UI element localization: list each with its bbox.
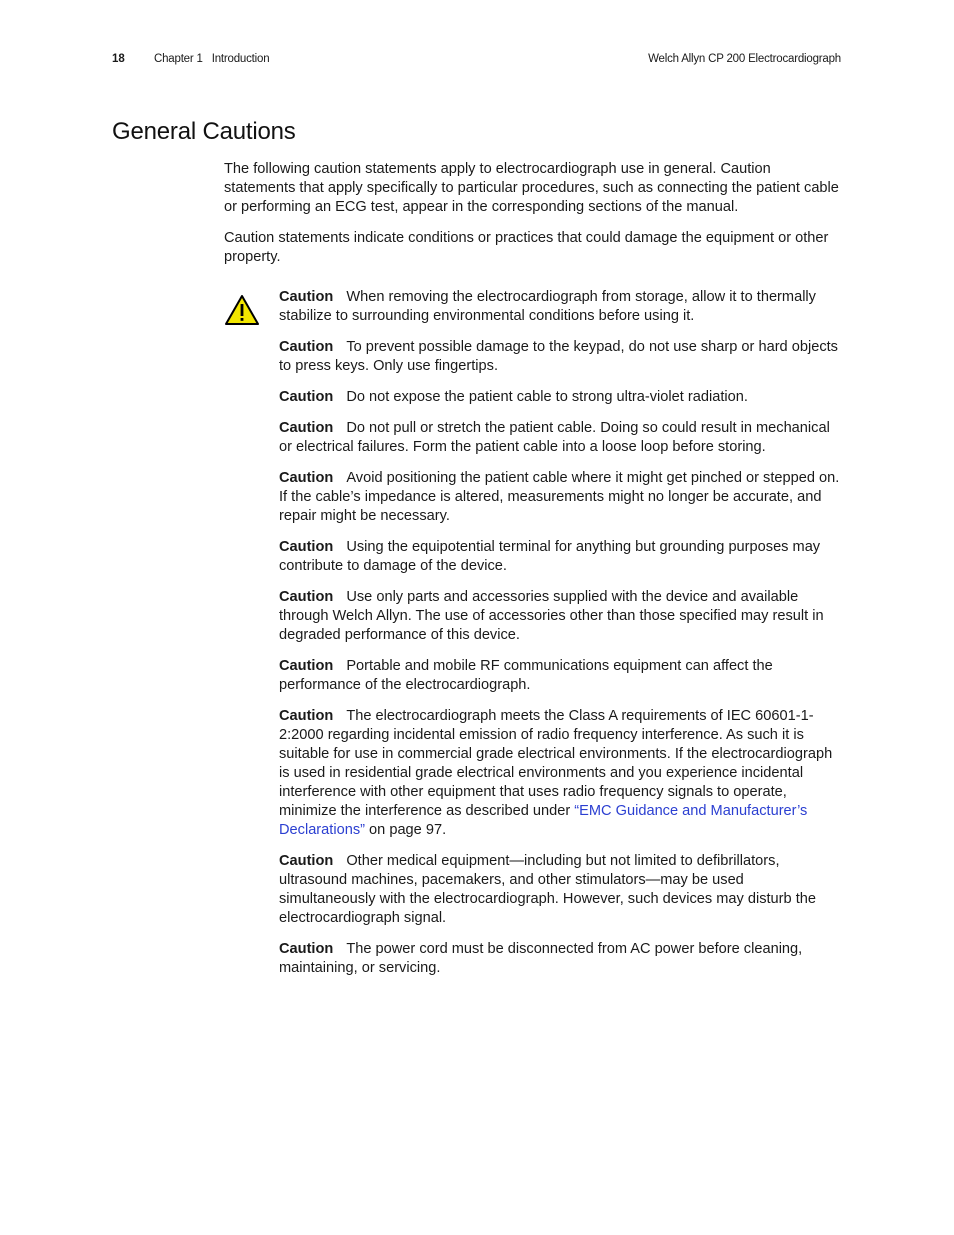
caution-item <box>279 469 841 526</box>
caution-label: Caution <box>279 389 334 405</box>
caution-item <box>279 940 841 978</box>
caution-item <box>279 388 841 407</box>
caution-text: Do not pull or stretch the patient cable. Doing so could result in mechanical or electrical failures. Form the patient cable into a loose loop before storing. <box>279 420 830 455</box>
chapter-title: Introduction <box>211 53 270 65</box>
intro-paragraph-1: The following caution statements apply to electrocardiograph use in general. Caution statements that apply specifically to particular procedures, such as connecting the patient cable or performing an ECG test, appear in the corresponding sections of the manual. <box>224 161 839 215</box>
caution-label: Caution <box>279 539 334 555</box>
caution-label: Caution <box>279 853 334 869</box>
caution-label: Caution <box>279 589 334 605</box>
chapter-label: Chapter 1 <box>154 53 203 65</box>
caution-item <box>279 338 841 376</box>
caution-text: The power cord must be disconnected from AC power before cleaning, maintaining, or servicing. <box>279 941 803 976</box>
caution-text: Do not expose the patient cable to strong ultra-violet radiation. <box>346 389 748 405</box>
caution-label: Caution <box>279 289 334 305</box>
caution-label: Caution <box>279 941 334 957</box>
caution-text: The electrocardiograph meets the Class A requirements of IEC 60601-1-2:2000 regarding incidental emission of radio frequency interference. As such it is suitable for use in commercial grade electrical environments. If the electrocardiograph is used in residential grade electrical environments and you experience incidental interference with other equipment that uses radio frequency signals to operate, minimize the interference as described under <box>279 708 833 819</box>
section-title: General Cautions <box>112 118 296 145</box>
warning-triangle-icon <box>224 294 260 326</box>
caution-text: Avoid positioning the patient cable where it might get pinched or stepped on. If the cable’s impedance is altered, measurements might no longer be accurate, and repair might be necessary. <box>279 470 840 524</box>
caution-item <box>279 538 841 576</box>
caution-item <box>279 707 841 840</box>
caution-list <box>279 288 841 990</box>
caution-text: To prevent possible damage to the keypad, do not use sharp or hard objects to press keys. Only use fingertips. <box>279 339 838 374</box>
caution-text: Other medical equipment—including but not limited to defibrillators, ultrasound machines, pacemakers, and other stimulators—may be used simultaneously with the electrocardiograph. However, such devices may disturb the electrocardiograph signal. <box>279 853 816 926</box>
caution-text: When removing the electrocardiograph from storage, allow it to thermally stabilize to surrounding environmental conditions before using it. <box>279 289 816 324</box>
emc-declarations-link[interactable]: “EMC Guidance and Manufacturer’s Declarations” <box>279 803 808 838</box>
caution-item <box>279 419 841 457</box>
caution-item <box>279 852 841 928</box>
caution-text: Use only parts and accessories supplied with the device and available through Welch Allyn. The use of accessories other than those specified may result in degraded performance of this device. <box>279 589 824 643</box>
caution-label: Caution <box>279 339 334 355</box>
caution-label: Caution <box>279 470 334 486</box>
caution-text-after-link: on page 97. <box>364 822 447 838</box>
caution-label: Caution <box>279 708 334 724</box>
caution-label: Caution <box>279 420 334 436</box>
caution-text: Portable and mobile RF communications equipment can affect the performance of the electrocardiograph. <box>279 658 773 693</box>
caution-label: Caution <box>279 658 334 674</box>
caution-item <box>279 657 841 695</box>
page-number: 18 <box>112 53 125 65</box>
document-title: Welch Allyn CP 200 Electrocardiograph <box>648 53 841 65</box>
caution-item <box>279 588 841 645</box>
intro-paragraph-2: Caution statements indicate conditions or practices that could damage the equipment or other property. <box>224 230 829 265</box>
caution-text: Using the equipotential terminal for anything but grounding purposes may contribute to damage of the device. <box>279 539 821 574</box>
chapter-reference <box>154 53 269 65</box>
running-header <box>112 53 841 69</box>
caution-item <box>279 288 841 326</box>
